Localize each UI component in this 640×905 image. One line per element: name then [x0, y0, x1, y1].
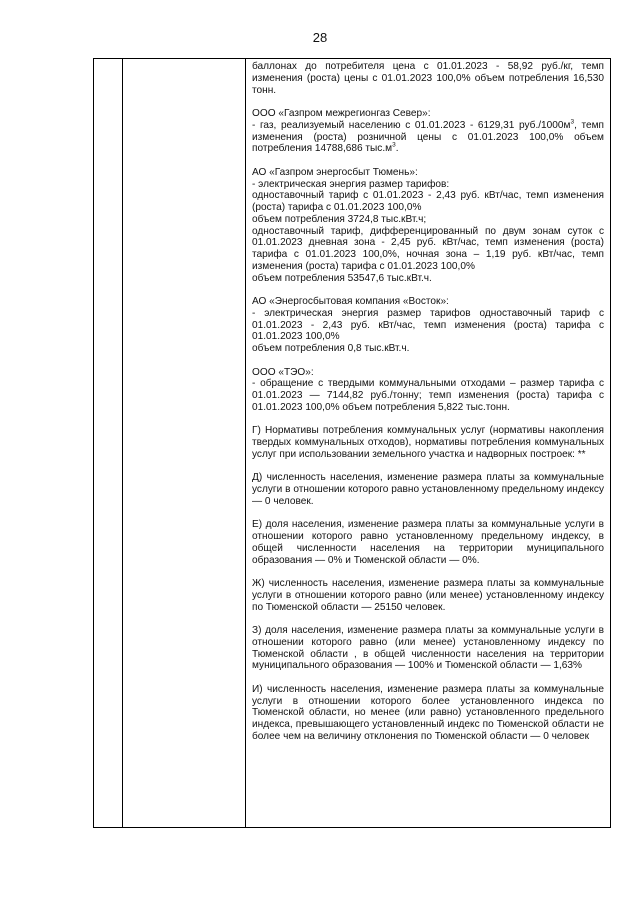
text-line: одноставочный тариф с 01.01.2023 - 2,43 руб. кВт/час, темп изменения (роста) тарифа с 01.01.2023 100,0% — [252, 190, 604, 213]
superscript-3: 3 — [570, 118, 575, 126]
text-block — [252, 61, 604, 96]
text-block — [252, 578, 604, 613]
text-line: объем потребления 3724,8 тыс.кВт.ч; — [252, 213, 427, 225]
text-line: Г) Нормативы потребления коммунальных услуг (нормативы накопления твердых коммунальных отходов), нормативы потребления коммунальных услуг при использовании земельного участка и надворных построек: ** — [252, 425, 604, 460]
table-content-cell — [252, 61, 604, 743]
text-line: - газ, реализуемый населению с 01.01.2023 - 6129,31 $руб./1000м^3$, темп изменения (роста) розничной цены с 01.01.2023 100,0% объем потребления 14788,686 $тыс.м^3$. — [252, 118, 605, 155]
text-line: ООО «Газпром межрегионгаз Север»: — [252, 108, 431, 119]
text-line: АО «Газпром энергосбыт Тюмень»: — [252, 166, 418, 178]
text-line: Д) численность населения, изменение размера платы за коммунальные услуги в отношении которого равно установленному предельному индексу — 0 человек. — [252, 472, 604, 507]
text-line: объем потребления 0,8 тыс.кВт.ч. — [252, 343, 410, 354]
text-line: - электрическая энергия размер тарифов: — [252, 178, 450, 190]
text-line: - обращение с твердыми коммунальными отходами – размер тарифа с 01.01.2023 — 7144,82 руб./тонну; темп изменения (роста) тарифа с 01.01.2023 100,0% объем потребления 5,822 тыс.тонн. — [252, 378, 604, 413]
document-table — [93, 58, 611, 828]
text-block — [252, 472, 604, 507]
text-line: Ж) численность населения, изменение размера платы за коммунальные услуги в отношении которого равно (или менее) установленному индексу по Тюменской области — 25150 человек. — [252, 578, 604, 613]
text-line: Е) доля населения, изменение размера платы за коммунальные услуги в отношении которого равно установленному предельному индексу, в общей численности населения на территории муниципального образования — 0% и Тюменской области — 0%. — [252, 519, 604, 566]
table-column-divider — [122, 59, 123, 827]
text-line: - электрическая энергия размер тарифов одноставочный тариф с 01.01.2023 - 2,43 руб. кВт/час, темп изменения (роста) тарифа с 01.01.2023 100,0% — [252, 307, 604, 343]
text-line: ООО «ТЭО»: — [252, 366, 314, 378]
text-block — [252, 296, 604, 355]
text-block — [252, 167, 604, 285]
text-block — [252, 425, 604, 460]
text-block — [252, 684, 604, 743]
page-number: 28 — [312, 30, 328, 45]
text-block — [252, 625, 604, 672]
table-column-divider — [245, 59, 246, 827]
text-block — [252, 519, 604, 566]
text-line: одноставочный тариф, дифференцированный по двум зонам суток с 01.01.2023 дневная зона - 2,45 руб. кВт/час, темп изменения (роста) тарифа с 01.01.2023 100,0%, ночная зона – 1,19 руб. кВт/час, темп изменения (роста) тарифа с 01.01.2023 100,0% — [252, 225, 604, 272]
text-line: АО «Энергосбытовая компания «Восток»: — [252, 296, 449, 307]
text-line: баллонах до потребителя цена с 01.01.2023 - 58,92 руб./кг, темп изменения (роста) цены с 01.01.2023 100,0% объем потребления 16,530 тонн. — [252, 61, 604, 96]
text-line: И) численность населения, изменение размера платы за коммунальные услуги в отношении которого более установленного индекса по Тюменской области, но менее (или равно) установленного предельного индекса, превышающего установленный индекс по Тюменской области не более чем на величину отклонения по Тюменской области — 0 человек — [252, 683, 604, 742]
text-block — [252, 367, 604, 414]
text-line: З) доля населения, изменение размера платы за коммунальные услуги в отношении которого равно (или менее) установленному индексу по Тюменской области , в общей численности населения на территории муниципального образования — 100% и Тюменской области — 1,63% — [252, 625, 604, 672]
text-block — [252, 108, 604, 155]
superscript-3: 3 — [392, 141, 396, 149]
text-line: объем потребления 53547,6 тыс.кВт.ч. — [252, 272, 432, 284]
